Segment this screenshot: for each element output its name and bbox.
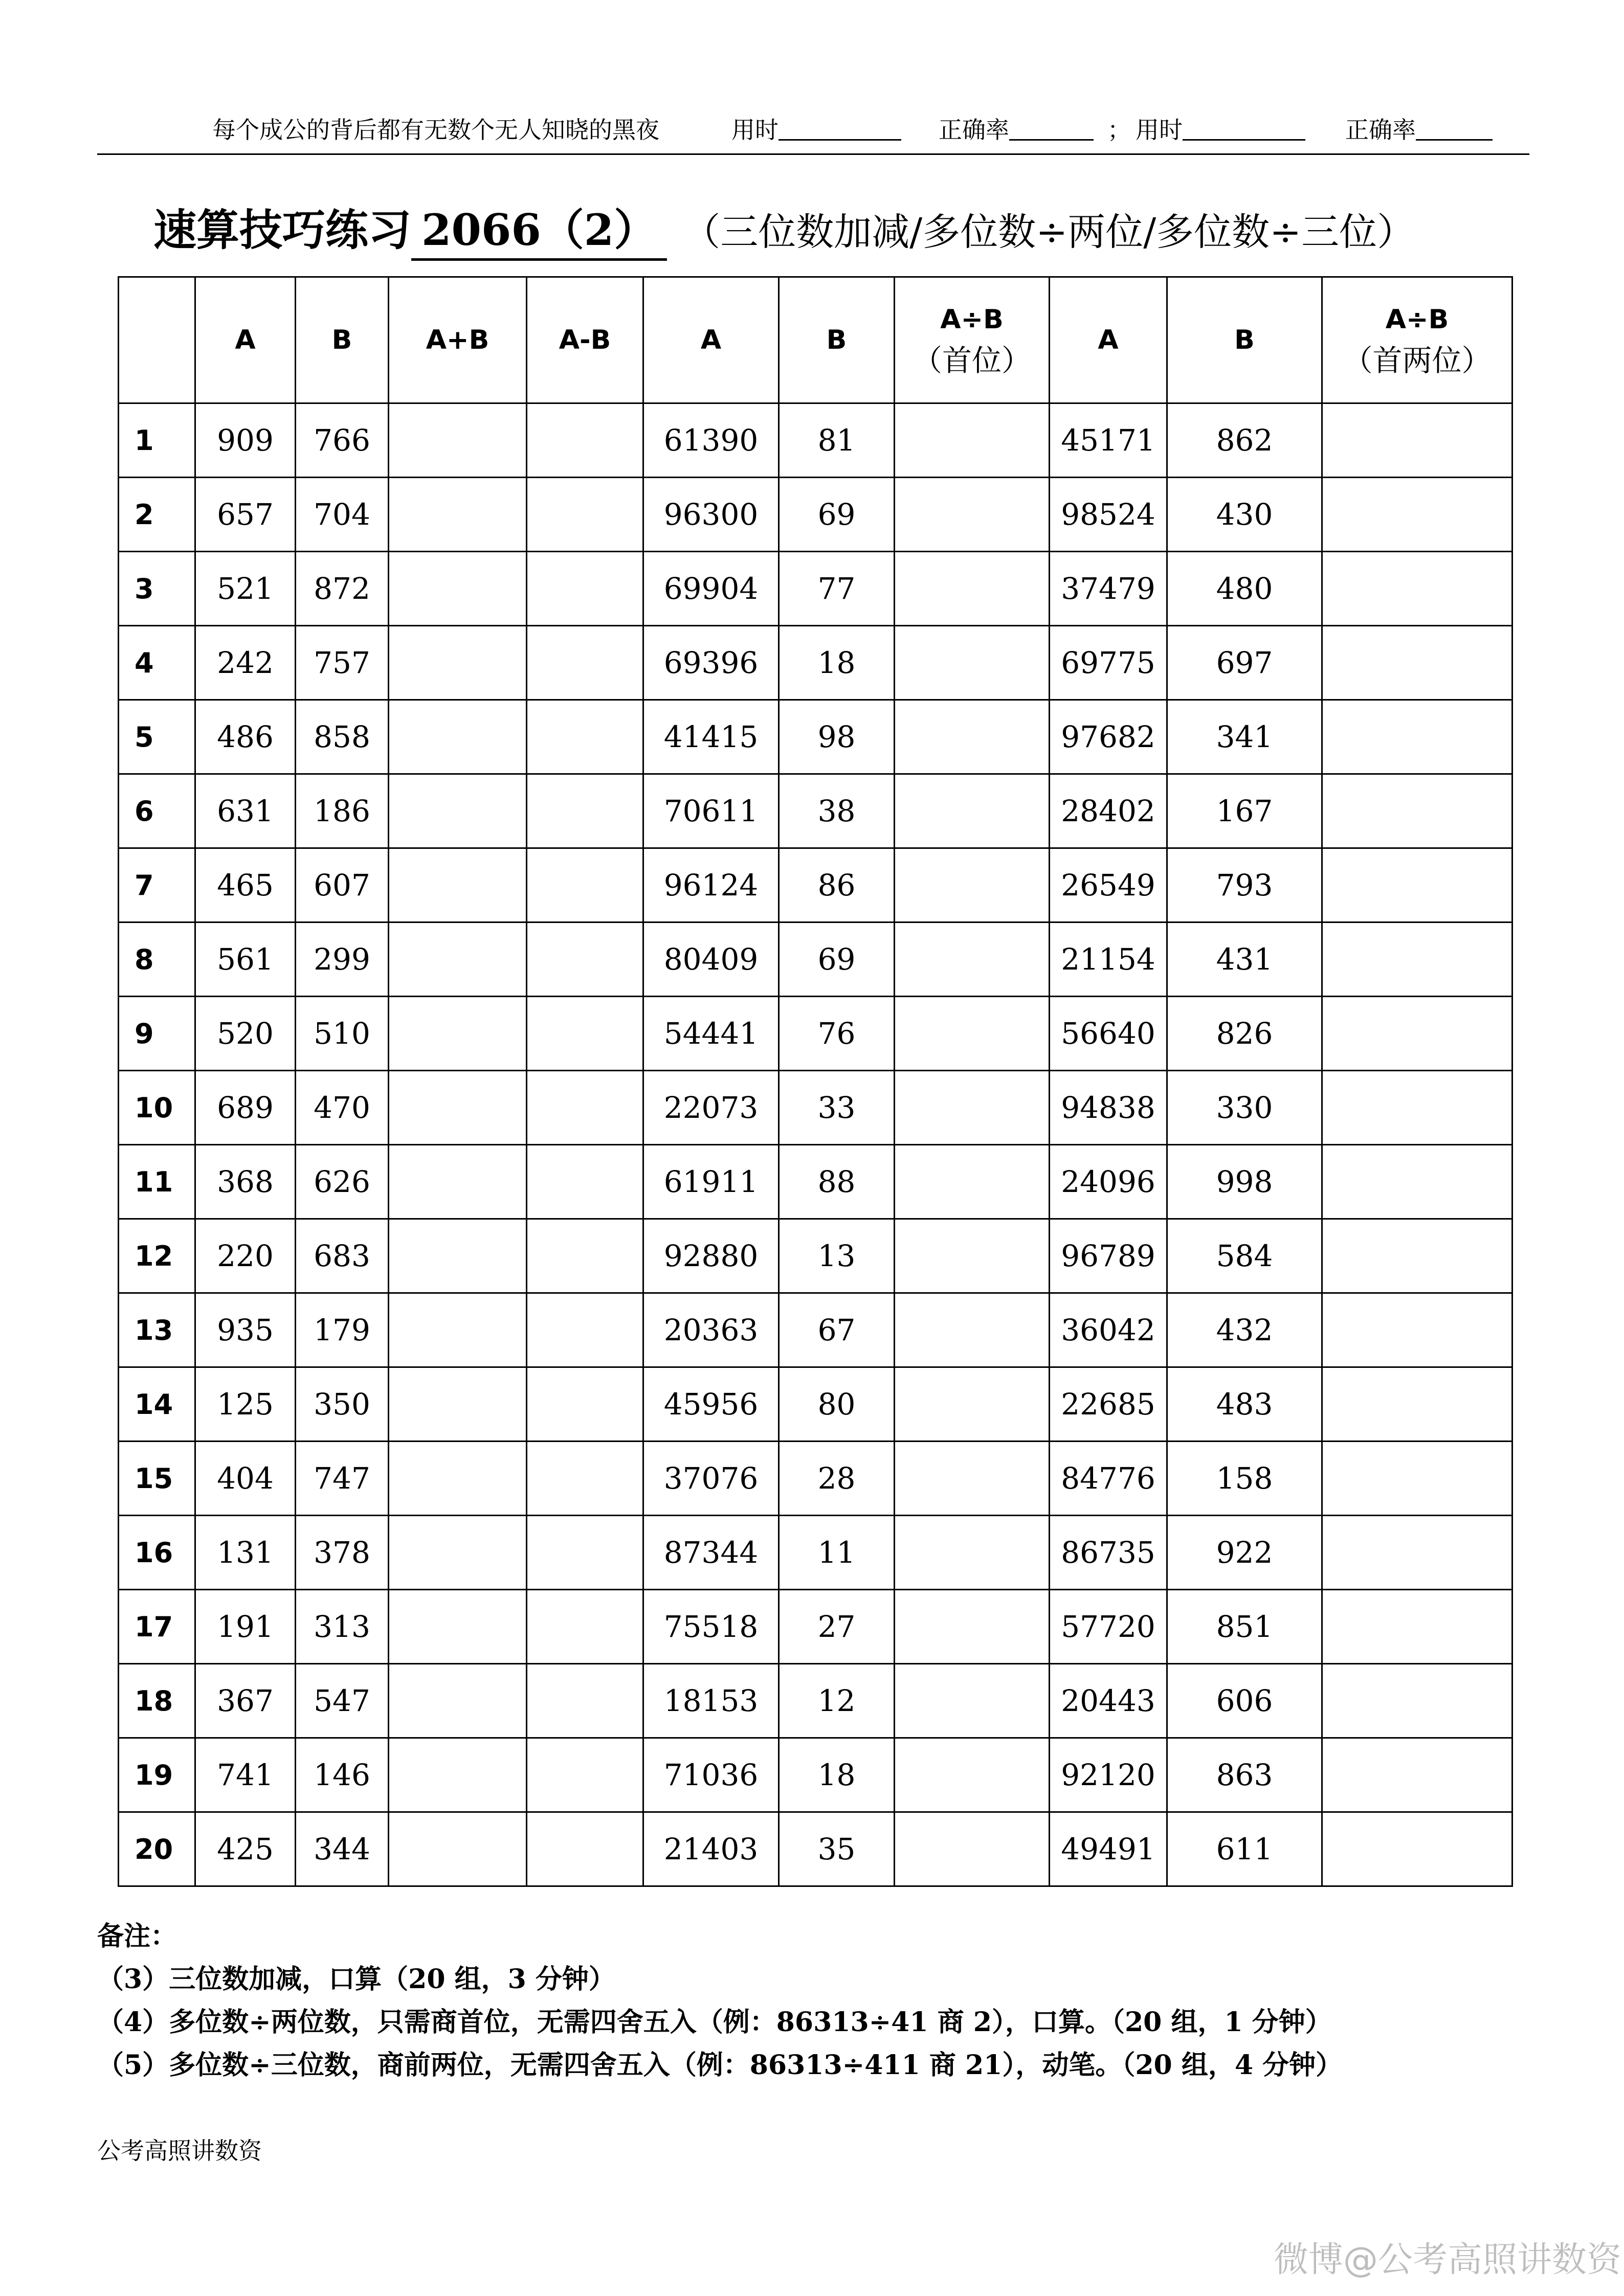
- answer-cell[interactable]: [895, 1442, 1050, 1516]
- value-cell: 626: [296, 1145, 389, 1219]
- table-row: [119, 1293, 1512, 1367]
- answer-cell[interactable]: [895, 1590, 1050, 1664]
- value-cell: 344: [296, 1812, 389, 1886]
- value-cell: 521: [195, 552, 296, 626]
- value-cell: 54441: [643, 997, 779, 1071]
- row-number: 20: [119, 1812, 195, 1886]
- value-cell: 242: [195, 626, 296, 700]
- value-cell: 22685: [1050, 1367, 1167, 1442]
- value-cell: 368: [195, 1145, 296, 1219]
- value-cell: 49491: [1050, 1812, 1167, 1886]
- column-header-label: B: [1234, 325, 1255, 355]
- answer-cell[interactable]: [527, 1219, 643, 1293]
- value-cell: 20443: [1050, 1664, 1167, 1738]
- value-cell: 872: [296, 552, 389, 626]
- value-cell: 404: [195, 1442, 296, 1516]
- value-cell: 826: [1167, 997, 1322, 1071]
- value-cell: 167: [1167, 774, 1322, 848]
- column-header-6: [779, 277, 895, 403]
- column-header-sublabel: （首两位）: [1343, 343, 1492, 378]
- header-line: [97, 112, 1529, 155]
- value-cell: 98: [779, 700, 895, 774]
- column-header-5: [643, 277, 779, 403]
- value-cell: 80409: [643, 922, 779, 997]
- answer-cell[interactable]: [895, 1293, 1050, 1367]
- table-row: [119, 1367, 1512, 1442]
- value-cell: 38: [779, 774, 895, 848]
- value-cell: 96300: [643, 478, 779, 552]
- table-row: [119, 478, 1512, 552]
- value-cell: 98524: [1050, 478, 1167, 552]
- value-cell: 689: [195, 1071, 296, 1145]
- title-code: 2066（2）: [411, 202, 667, 261]
- value-cell: 18: [779, 626, 895, 700]
- value-cell: 520: [195, 997, 296, 1071]
- table-row: [119, 848, 1512, 922]
- answer-cell[interactable]: [527, 1367, 643, 1442]
- value-cell: 69775: [1050, 626, 1167, 700]
- table-row: [119, 1812, 1512, 1886]
- column-header-1: [195, 277, 296, 403]
- value-cell: 35: [779, 1812, 895, 1886]
- note-line-5: （5）多位数÷三位数，商前两位，无需四舍五入（例：86313÷411 商 21），动笔。（20 组，4 分钟）: [97, 2050, 1343, 2081]
- answer-cell[interactable]: [1322, 774, 1512, 848]
- value-cell: 909: [195, 403, 296, 478]
- value-cell: 96789: [1050, 1219, 1167, 1293]
- table-row: [119, 1219, 1512, 1293]
- row-number: 9: [119, 997, 195, 1071]
- value-cell: 92120: [1050, 1738, 1167, 1812]
- value-cell: 27: [779, 1590, 895, 1664]
- accuracy-label-2: 正确率: [1345, 116, 1416, 144]
- column-header-0: [119, 277, 195, 403]
- answer-cell[interactable]: [1322, 1664, 1512, 1738]
- value-cell: 21403: [643, 1812, 779, 1886]
- value-cell: 299: [296, 922, 389, 997]
- answer-cell[interactable]: [527, 848, 643, 922]
- answer-cell[interactable]: [389, 1219, 527, 1293]
- value-cell: 935: [195, 1293, 296, 1367]
- value-cell: 431: [1167, 922, 1322, 997]
- column-header-label: A÷B: [1385, 304, 1449, 335]
- value-cell: 486: [195, 700, 296, 774]
- value-cell: 584: [1167, 1219, 1322, 1293]
- value-cell: 77: [779, 552, 895, 626]
- value-cell: 33: [779, 1071, 895, 1145]
- answer-cell[interactable]: [895, 700, 1050, 774]
- value-cell: 757: [296, 626, 389, 700]
- table-row: [119, 552, 1512, 626]
- answer-cell[interactable]: [389, 1812, 527, 1886]
- value-cell: 36042: [1050, 1293, 1167, 1367]
- row-number: 8: [119, 922, 195, 997]
- practice-table: [118, 276, 1513, 1887]
- answer-cell[interactable]: [895, 1812, 1050, 1886]
- answer-cell[interactable]: [1322, 478, 1512, 552]
- value-cell: 87344: [643, 1516, 779, 1590]
- header-motto: 每个成公的背后都有无数个无人知晓的黑夜: [212, 116, 659, 144]
- table-row: [119, 626, 1512, 700]
- value-cell: 75518: [643, 1590, 779, 1664]
- answer-cell[interactable]: [895, 1145, 1050, 1219]
- value-cell: 56640: [1050, 997, 1167, 1071]
- answer-cell[interactable]: [527, 478, 643, 552]
- value-cell: 606: [1167, 1664, 1322, 1738]
- header-separator: ；: [1107, 116, 1131, 144]
- row-number: 12: [119, 1219, 195, 1293]
- value-cell: 81: [779, 403, 895, 478]
- column-header-sublabel: （首位）: [912, 343, 1031, 378]
- answer-cell[interactable]: [895, 997, 1050, 1071]
- value-cell: 18153: [643, 1664, 779, 1738]
- answer-cell[interactable]: [389, 848, 527, 922]
- answer-cell[interactable]: [1322, 848, 1512, 922]
- value-cell: 313: [296, 1590, 389, 1664]
- answer-cell[interactable]: [527, 1071, 643, 1145]
- value-cell: 793: [1167, 848, 1322, 922]
- answer-cell[interactable]: [389, 1516, 527, 1590]
- row-number: 6: [119, 774, 195, 848]
- column-header-3: [389, 277, 527, 403]
- value-cell: 766: [296, 403, 389, 478]
- time-field-1[interactable]: [731, 115, 778, 145]
- row-number: 19: [119, 1738, 195, 1812]
- value-cell: 179: [296, 1293, 389, 1367]
- answer-cell[interactable]: [895, 922, 1050, 997]
- answer-cell[interactable]: [389, 774, 527, 848]
- table-row: [119, 997, 1512, 1071]
- footer-author: 公考高照讲数资: [97, 2137, 262, 2165]
- answer-cell[interactable]: [527, 626, 643, 700]
- row-number: 17: [119, 1590, 195, 1664]
- answer-cell[interactable]: [389, 1664, 527, 1738]
- answer-cell[interactable]: [1322, 1516, 1512, 1590]
- column-header-label: B: [826, 325, 847, 355]
- answer-cell[interactable]: [389, 1367, 527, 1442]
- row-number: 10: [119, 1071, 195, 1145]
- answer-cell[interactable]: [1322, 1367, 1512, 1442]
- notes: [97, 1915, 1529, 2087]
- value-cell: 61390: [643, 403, 779, 478]
- answer-cell[interactable]: [527, 1664, 643, 1738]
- column-header-8: [1050, 277, 1167, 403]
- answer-cell[interactable]: [527, 1738, 643, 1812]
- value-cell: 69: [779, 922, 895, 997]
- answer-cell[interactable]: [895, 552, 1050, 626]
- column-header-4: [527, 277, 643, 403]
- value-cell: 561: [195, 922, 296, 997]
- value-cell: 858: [296, 700, 389, 774]
- value-cell: 21154: [1050, 922, 1167, 997]
- row-number: 4: [119, 626, 195, 700]
- column-header-label: A+B: [426, 325, 490, 355]
- value-cell: 84776: [1050, 1442, 1167, 1516]
- value-cell: 125: [195, 1367, 296, 1442]
- value-cell: 607: [296, 848, 389, 922]
- value-cell: 741: [195, 1738, 296, 1812]
- answer-cell[interactable]: [527, 1442, 643, 1516]
- title-main: 速算技巧练习: [153, 205, 412, 255]
- answer-cell[interactable]: [527, 1293, 643, 1367]
- answer-cell[interactable]: [1322, 626, 1512, 700]
- value-cell: 96124: [643, 848, 779, 922]
- row-number: 1: [119, 403, 195, 478]
- value-cell: 13: [779, 1219, 895, 1293]
- value-cell: 37076: [643, 1442, 779, 1516]
- value-cell: 863: [1167, 1738, 1322, 1812]
- value-cell: 76: [779, 997, 895, 1071]
- table-row: [119, 1145, 1512, 1219]
- value-cell: 28402: [1050, 774, 1167, 848]
- title-subtitle: （三位数加减/多位数÷两位/多位数÷三位）: [682, 210, 1415, 254]
- value-cell: 350: [296, 1367, 389, 1442]
- accuracy-field-2[interactable]: [1345, 115, 1416, 145]
- table-row: [119, 403, 1512, 478]
- note-line-4: （4）多位数÷两位数，只需商首位，无需四舍五入（例：86313÷41 商 2），口算。（20 组，1 分钟）: [97, 2007, 1332, 2038]
- answer-cell[interactable]: [389, 626, 527, 700]
- page-title: [153, 202, 1534, 263]
- answer-cell[interactable]: [895, 1367, 1050, 1442]
- table-row: [119, 700, 1512, 774]
- table-row: [119, 922, 1512, 997]
- value-cell: 131: [195, 1516, 296, 1590]
- answer-cell[interactable]: [389, 922, 527, 997]
- value-cell: 92880: [643, 1219, 779, 1293]
- value-cell: 67: [779, 1293, 895, 1367]
- value-cell: 425: [195, 1812, 296, 1886]
- answer-cell[interactable]: [1322, 1590, 1512, 1664]
- table-row: [119, 1738, 1512, 1812]
- column-header-label: A: [700, 325, 722, 355]
- value-cell: 465: [195, 848, 296, 922]
- notes-label: 备注：: [97, 1921, 177, 1952]
- answer-cell[interactable]: [527, 997, 643, 1071]
- value-cell: 69396: [643, 626, 779, 700]
- value-cell: 510: [296, 997, 389, 1071]
- answer-cell[interactable]: [895, 1219, 1050, 1293]
- row-number: 2: [119, 478, 195, 552]
- time-label-2: 用时: [1136, 116, 1183, 144]
- value-cell: 547: [296, 1664, 389, 1738]
- value-cell: 432: [1167, 1293, 1322, 1367]
- value-cell: 80: [779, 1367, 895, 1442]
- answer-cell[interactable]: [1322, 1293, 1512, 1367]
- answer-cell[interactable]: [895, 403, 1050, 478]
- answer-cell[interactable]: [895, 774, 1050, 848]
- note-line-3: （3）三位数加减，口算（20 组，3 分钟）: [97, 1964, 615, 1995]
- value-cell: 146: [296, 1738, 389, 1812]
- answer-cell[interactable]: [527, 774, 643, 848]
- answer-cell[interactable]: [527, 1145, 643, 1219]
- table-row: [119, 1664, 1512, 1738]
- row-number: 3: [119, 552, 195, 626]
- value-cell: 45171: [1050, 403, 1167, 478]
- value-cell: 191: [195, 1590, 296, 1664]
- answer-cell[interactable]: [895, 626, 1050, 700]
- answer-cell[interactable]: [527, 1590, 643, 1664]
- value-cell: 24096: [1050, 1145, 1167, 1219]
- value-cell: 704: [296, 478, 389, 552]
- answer-cell[interactable]: [895, 1071, 1050, 1145]
- value-cell: 26549: [1050, 848, 1167, 922]
- row-number: 14: [119, 1367, 195, 1442]
- value-cell: 430: [1167, 478, 1322, 552]
- value-cell: 483: [1167, 1367, 1322, 1442]
- value-cell: 862: [1167, 403, 1322, 478]
- answer-cell[interactable]: [1322, 700, 1512, 774]
- answer-cell[interactable]: [1322, 997, 1512, 1071]
- value-cell: 922: [1167, 1516, 1322, 1590]
- answer-cell[interactable]: [1322, 403, 1512, 478]
- answer-cell[interactable]: [389, 552, 527, 626]
- value-cell: 480: [1167, 552, 1322, 626]
- value-cell: 71036: [643, 1738, 779, 1812]
- row-number: 11: [119, 1145, 195, 1219]
- value-cell: 86735: [1050, 1516, 1167, 1590]
- value-cell: 45956: [643, 1367, 779, 1442]
- value-cell: 11: [779, 1516, 895, 1590]
- answer-cell[interactable]: [1322, 1738, 1512, 1812]
- value-cell: 61911: [643, 1145, 779, 1219]
- column-header-2: [296, 277, 389, 403]
- value-cell: 697: [1167, 626, 1322, 700]
- value-cell: 220: [195, 1219, 296, 1293]
- table-row: [119, 774, 1512, 848]
- answer-cell[interactable]: [1322, 1145, 1512, 1219]
- value-cell: 330: [1167, 1071, 1322, 1145]
- value-cell: 86: [779, 848, 895, 922]
- value-cell: 158: [1167, 1442, 1322, 1516]
- answer-cell[interactable]: [895, 1738, 1050, 1812]
- answer-cell[interactable]: [389, 1738, 527, 1812]
- answer-cell[interactable]: [389, 403, 527, 478]
- table-row: [119, 1071, 1512, 1145]
- value-cell: 57720: [1050, 1590, 1167, 1664]
- answer-cell[interactable]: [389, 1442, 527, 1516]
- value-cell: 186: [296, 774, 389, 848]
- answer-cell[interactable]: [527, 403, 643, 478]
- table-header-row: [119, 277, 1512, 403]
- value-cell: 657: [195, 478, 296, 552]
- value-cell: 69904: [643, 552, 779, 626]
- column-header-label: B: [331, 325, 352, 355]
- answer-cell[interactable]: [527, 700, 643, 774]
- answer-cell[interactable]: [895, 1664, 1050, 1738]
- answer-cell[interactable]: [527, 1516, 643, 1590]
- column-header-label: A÷B: [940, 304, 1004, 335]
- value-cell: 18: [779, 1738, 895, 1812]
- value-cell: 28: [779, 1442, 895, 1516]
- value-cell: 37479: [1050, 552, 1167, 626]
- value-cell: 12: [779, 1664, 895, 1738]
- value-cell: 367: [195, 1664, 296, 1738]
- value-cell: 998: [1167, 1145, 1322, 1219]
- watermark: 微博@公考高照讲数资: [1274, 2240, 1622, 2280]
- value-cell: 341: [1167, 700, 1322, 774]
- answer-cell[interactable]: [527, 922, 643, 997]
- row-number: 16: [119, 1516, 195, 1590]
- value-cell: 22073: [643, 1071, 779, 1145]
- row-number: 15: [119, 1442, 195, 1516]
- value-cell: 611: [1167, 1812, 1322, 1886]
- value-cell: 470: [296, 1071, 389, 1145]
- value-cell: 41415: [643, 700, 779, 774]
- value-cell: 70611: [643, 774, 779, 848]
- answer-cell[interactable]: [389, 1590, 527, 1664]
- answer-cell[interactable]: [1322, 1219, 1512, 1293]
- accuracy-field-1[interactable]: [939, 115, 1009, 145]
- row-number: 5: [119, 700, 195, 774]
- value-cell: 378: [296, 1516, 389, 1590]
- answer-cell[interactable]: [895, 478, 1050, 552]
- answer-cell[interactable]: [527, 1812, 643, 1886]
- value-cell: 88: [779, 1145, 895, 1219]
- value-cell: 97682: [1050, 700, 1167, 774]
- answer-cell[interactable]: [1322, 1812, 1512, 1886]
- answer-cell[interactable]: [1322, 552, 1512, 626]
- column-header-9: [1167, 277, 1322, 403]
- answer-cell[interactable]: [389, 1293, 527, 1367]
- answer-cell[interactable]: [895, 848, 1050, 922]
- table-body: [119, 403, 1512, 1886]
- value-cell: 20363: [643, 1293, 779, 1367]
- time-label-1: 用时: [731, 116, 778, 144]
- answer-cell[interactable]: [527, 552, 643, 626]
- value-cell: 69: [779, 478, 895, 552]
- table-row: [119, 1442, 1512, 1516]
- accuracy-label-1: 正确率: [939, 116, 1009, 144]
- answer-cell[interactable]: [389, 997, 527, 1071]
- answer-cell[interactable]: [1322, 1442, 1512, 1516]
- column-header-label: A: [235, 325, 256, 355]
- table-row: [119, 1590, 1512, 1664]
- answer-cell[interactable]: [1322, 1071, 1512, 1145]
- answer-cell[interactable]: [389, 1145, 527, 1219]
- answer-cell[interactable]: [389, 478, 527, 552]
- column-header-label: A: [1098, 325, 1119, 355]
- value-cell: 747: [296, 1442, 389, 1516]
- row-number: 7: [119, 848, 195, 922]
- row-number: 13: [119, 1293, 195, 1367]
- answer-cell[interactable]: [389, 700, 527, 774]
- value-cell: 851: [1167, 1590, 1322, 1664]
- answer-cell[interactable]: [895, 1516, 1050, 1590]
- value-cell: 683: [296, 1219, 389, 1293]
- answer-cell[interactable]: [389, 1071, 527, 1145]
- column-header-10: [1322, 277, 1512, 403]
- column-header-7: [895, 277, 1050, 403]
- time-field-2[interactable]: [1136, 115, 1183, 145]
- table-row: [119, 1516, 1512, 1590]
- answer-cell[interactable]: [1322, 922, 1512, 997]
- column-header-label: A-B: [559, 325, 611, 355]
- value-cell: 94838: [1050, 1071, 1167, 1145]
- value-cell: 631: [195, 774, 296, 848]
- row-number: 18: [119, 1664, 195, 1738]
